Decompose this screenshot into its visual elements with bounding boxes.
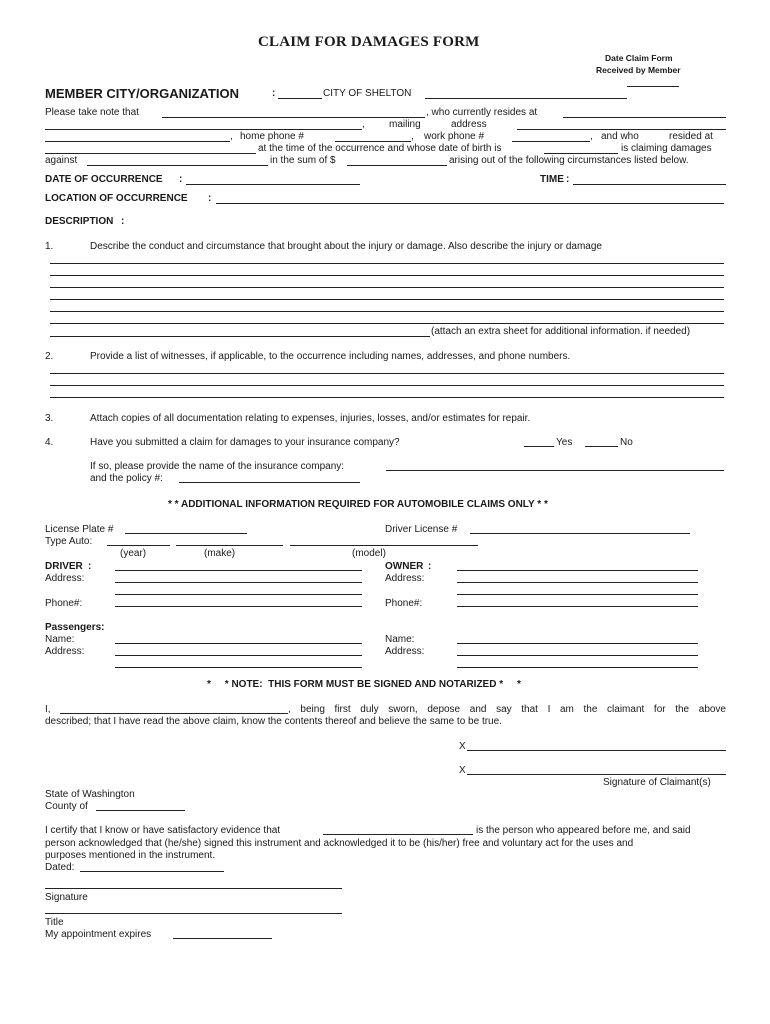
- certify-text: purposes mentioned in the instrument.: [45, 850, 216, 861]
- driver-address-field-2[interactable]: [115, 594, 362, 595]
- passenger-name-label: Name:: [385, 634, 415, 645]
- date-of-occurrence-label: DATE OF OCCURRENCE: [45, 174, 163, 185]
- dated-field[interactable]: [80, 871, 224, 872]
- no-label: No: [620, 437, 633, 448]
- make-field[interactable]: [176, 545, 283, 546]
- intro-text: ,: [411, 131, 414, 142]
- member-city-value[interactable]: CITY OF SHELTON: [323, 88, 412, 99]
- notary-title-field[interactable]: [45, 913, 342, 914]
- certify-text: person acknowledged that (he/she) signed this instrument and acknowledged it to be (his/her) free and voluntary act for the uses and: [45, 838, 634, 849]
- description-line[interactable]: [50, 275, 724, 276]
- model-label: (model): [352, 548, 386, 559]
- witness-line[interactable]: [50, 385, 724, 386]
- description-line[interactable]: [50, 299, 724, 300]
- residence-field[interactable]: [563, 117, 726, 118]
- passenger-name-label: Name:: [45, 634, 75, 645]
- description-label: DESCRIPTION: [45, 216, 114, 227]
- description-line[interactable]: [50, 323, 724, 324]
- residence-field-2[interactable]: [45, 129, 362, 130]
- witness-line[interactable]: [50, 373, 724, 374]
- passenger-name-field[interactable]: [115, 643, 362, 644]
- owner-name-field[interactable]: [457, 570, 698, 571]
- type-auto-label: Type Auto:: [45, 536, 93, 547]
- title-label: Title: [45, 917, 64, 928]
- certify-text: I certify that I know or have satisfactory evidence that: [45, 825, 281, 836]
- item-number: 1.: [45, 241, 54, 252]
- colon: :: [208, 193, 212, 204]
- colon: :: [179, 174, 183, 185]
- no-field[interactable]: [585, 446, 618, 447]
- date-of-occurrence-field[interactable]: [186, 184, 360, 185]
- state-label: State of Washington: [45, 789, 135, 800]
- intro-text: Please take note that: [45, 107, 139, 118]
- driver-address-label: Address:: [45, 573, 85, 584]
- date-claim-label: Date Claim Form: [605, 53, 673, 63]
- colon: :: [566, 174, 570, 185]
- form-title: CLAIM FOR DAMAGES FORM: [258, 34, 480, 50]
- yes-label: Yes: [556, 437, 573, 448]
- notarize-note: * * NOTE: THIS FORM MUST BE SIGNED AND NOTARIZED * *: [207, 679, 521, 690]
- sum-field[interactable]: [347, 165, 447, 166]
- owner-phone-label: Phone#:: [385, 598, 423, 609]
- intro-text: mailing: [389, 119, 421, 130]
- time-label: TIME: [540, 174, 564, 185]
- intro-text: ,: [362, 119, 365, 130]
- owner-address-field[interactable]: [457, 582, 698, 583]
- make-label: (make): [204, 548, 236, 559]
- oath-text: , being first duly sworn, depose and say that I am the claimant for the above: [288, 704, 726, 715]
- location-of-occurrence-label: LOCATION OF OCCURRENCE: [45, 193, 188, 204]
- owner-phone-field[interactable]: [457, 606, 698, 607]
- claimant-signature-field-2[interactable]: [467, 774, 726, 775]
- item-number: 2.: [45, 351, 54, 362]
- passenger-name-field[interactable]: [457, 643, 698, 644]
- location-field[interactable]: [216, 203, 724, 204]
- passenger-address-field[interactable]: [115, 655, 362, 656]
- driver-license-label: Driver License #: [385, 524, 458, 535]
- item-2-text: Provide a list of witnesses, if applicable, to the occurrence including names, addresses, and phone numbers.: [90, 351, 571, 362]
- description-line[interactable]: [50, 336, 430, 337]
- intro-text: in the sum of $: [270, 155, 336, 166]
- intro-text: against: [45, 155, 78, 166]
- home-phone-field[interactable]: [335, 141, 411, 142]
- model-field[interactable]: [290, 545, 478, 546]
- colon: :: [121, 216, 125, 227]
- driver-phone-label: Phone#:: [45, 598, 83, 609]
- description-line[interactable]: [50, 263, 724, 264]
- claimant-sworn-name-field[interactable]: [60, 713, 288, 714]
- insurance-company-field[interactable]: [386, 470, 724, 471]
- signature-x-mark: X: [459, 741, 466, 752]
- policy-label: and the policy #:: [90, 473, 163, 484]
- mailing-address-field-2[interactable]: [45, 141, 230, 142]
- item-1-text: Describe the conduct and circumstance that brought about the injury or damage. Also describe the injury or damage: [90, 241, 602, 252]
- item-4-text: Have you submitted a claim for damages to your insurance company?: [90, 437, 400, 448]
- intro-text: ,: [590, 131, 593, 142]
- work-phone-field[interactable]: [512, 141, 590, 142]
- passenger-address-label: Address:: [385, 646, 425, 657]
- intro-text: and who: [601, 131, 639, 142]
- intro-text: address: [451, 119, 487, 130]
- oath-text: described; that I have read the above claim, know the contents thereof and believe the same to be true.: [45, 716, 502, 727]
- appointment-field[interactable]: [173, 938, 272, 939]
- driver-address-field[interactable]: [115, 582, 362, 583]
- passenger-address-field-2[interactable]: [115, 667, 362, 668]
- auto-header: * * ADDITIONAL INFORMATION REQUIRED FOR AUTOMOBILE CLAIMS ONLY * *: [168, 499, 548, 510]
- item-3-text: Attach copies of all documentation relating to expenses, injuries, losses, and/or estimates for repair.: [90, 413, 531, 424]
- against-field[interactable]: [87, 165, 268, 166]
- colon: :: [88, 561, 92, 572]
- oath-text: I,: [45, 704, 51, 715]
- intro-text: work phone #: [424, 131, 485, 142]
- time-field[interactable]: [573, 184, 726, 185]
- date-of-birth-field[interactable]: [544, 153, 618, 154]
- description-line[interactable]: [50, 287, 724, 288]
- driver-phone-field[interactable]: [115, 606, 362, 607]
- intro-text: , who currently resides at: [426, 107, 538, 118]
- description-line[interactable]: [50, 311, 724, 312]
- insurance-company-label: If so, please provide the name of the insurance company:: [90, 461, 345, 472]
- member-colon: :: [272, 88, 276, 99]
- item-number: 3.: [45, 413, 54, 424]
- notary-signature-field[interactable]: [45, 888, 342, 889]
- owner-label: OWNER: [385, 561, 424, 572]
- colon: :: [428, 561, 432, 572]
- resided-at-field[interactable]: [45, 153, 256, 154]
- claimant-name-field[interactable]: [162, 117, 425, 118]
- policy-field[interactable]: [179, 482, 360, 483]
- passenger-address-field[interactable]: [457, 655, 698, 656]
- witness-line[interactable]: [50, 397, 724, 398]
- year-field[interactable]: [107, 545, 170, 546]
- driver-name-field[interactable]: [115, 570, 362, 571]
- member-city-label: MEMBER CITY/ORGANIZATION: [45, 86, 240, 101]
- appointment-label: My appointment expires: [45, 929, 152, 940]
- owner-address-field-2[interactable]: [457, 594, 698, 595]
- received-by-member-label: Received by Member: [596, 65, 681, 75]
- item-number: 4.: [45, 437, 54, 448]
- driver-license-field[interactable]: [470, 533, 690, 534]
- year-label: (year): [120, 548, 147, 559]
- member-line-post: [425, 98, 627, 99]
- passenger-address-field-2[interactable]: [457, 667, 698, 668]
- intro-text: ,: [230, 131, 233, 142]
- member-line-pre: [278, 98, 322, 99]
- signature-label: Signature: [45, 892, 88, 903]
- owner-address-label: Address:: [385, 573, 425, 584]
- intro-text: at the time of the occurrence and whose date of birth is: [258, 143, 502, 154]
- intro-text: resided at: [669, 131, 713, 142]
- county-label: County of: [45, 801, 88, 812]
- attach-note: (attach an extra sheet for additional information. if needed): [431, 326, 691, 337]
- passenger-address-label: Address:: [45, 646, 85, 657]
- intro-text: is claiming damages: [621, 143, 712, 154]
- license-plate-field[interactable]: [125, 533, 247, 534]
- signature-x-mark: X: [459, 765, 466, 776]
- dated-label: Dated:: [45, 862, 75, 873]
- date-claim-field[interactable]: [627, 86, 679, 87]
- yes-field[interactable]: [524, 446, 554, 447]
- signature-of-claimants-label: Signature of Claimant(s): [603, 777, 711, 788]
- mailing-address-field[interactable]: [517, 129, 726, 130]
- claimant-signature-field[interactable]: [467, 750, 726, 751]
- county-field[interactable]: [96, 810, 185, 811]
- intro-text: arising out of the following circumstances listed below.: [449, 155, 689, 166]
- certify-text: is the person who appeared before me, and said: [476, 825, 691, 836]
- intro-text: home phone #: [240, 131, 304, 142]
- notary-person-field[interactable]: [323, 834, 473, 835]
- license-plate-label: License Plate #: [45, 524, 114, 535]
- passengers-label: Passengers:: [45, 622, 105, 633]
- driver-label: DRIVER: [45, 561, 83, 572]
